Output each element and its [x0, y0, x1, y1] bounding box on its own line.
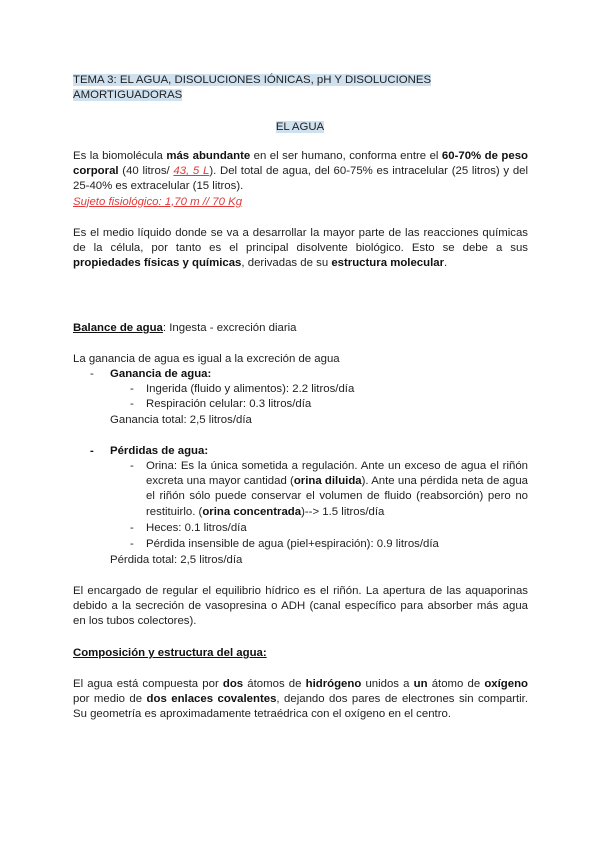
- kidney-paragraph: El encargado de regular el equilibrio hídrico es el riñón. La apertura de las aquaporinas debido a la secreción de vasopresina o ADH (canal específico para absorber más agua en los tubos colectores).: [73, 585, 528, 628]
- gain-total: Ganancia total: 2,5 litros/día: [110, 414, 252, 426]
- intro-text-5: (25 litros) y del 25-40% es extracelular (15 litros).: [73, 165, 529, 193]
- medium-bold-1: propiedades físicas y químicas: [73, 257, 242, 270]
- gain-dash: -: [90, 368, 94, 380]
- comp-text-6: , dejando dos pares de electrones sin compartir. Su geometría es aproximadamente tetraédrica con el oxígeno en el centro.: [73, 693, 528, 721]
- section-heading-text: EL AGUA: [275, 121, 325, 133]
- loss-item-dash: -: [130, 538, 134, 550]
- gain-item-dash: -: [130, 398, 134, 410]
- gain-item-1: Ingerida (fluido y alimentos): 2.2 litros/día: [146, 383, 355, 395]
- medium-text-2: , derivadas de su: [241, 257, 332, 270]
- intro-text-4: ). Del total de agua, del 60-75% es intracelular: [209, 165, 448, 178]
- balance-heading-text: Balance de agua: [73, 322, 163, 334]
- medium-paragraph: [73, 226, 528, 272]
- section-heading: [0, 120, 600, 135]
- loss-item-insensible: Pérdida insensible de agua (piel+espiración): 0.9 litros/día: [146, 538, 439, 550]
- intro-text-3: (40 litros/: [118, 165, 174, 178]
- intro-bold-1: más abundante: [166, 150, 251, 162]
- title-line-1: TEMA 3: EL AGUA, DISOLUCIONES IÓNICAS, pH Y DISOLUCIONES: [73, 74, 432, 86]
- balance-statement: La ganancia de agua es igual a la excreción de agua: [73, 353, 340, 365]
- gain-label: Ganancia de agua:: [110, 368, 212, 380]
- composition-heading: [73, 646, 267, 661]
- balance-heading: [73, 321, 297, 336]
- page-title: [73, 73, 473, 103]
- intro-paragraph: [73, 149, 528, 210]
- intro-bold-3: de peso corporal: [73, 150, 528, 178]
- orina-text-1: Orina: Es la única sometida a regulación. Ante un exceso de agua el riñón excreta una mayor cantidad (: [146, 460, 528, 488]
- comp-text-5: por medio de: [73, 693, 147, 706]
- comp-bold-5: dos enlaces covalentes: [146, 693, 277, 706]
- composition-paragraph: [73, 677, 528, 723]
- subject-note: Sujeto fisiológico: 1,70 m // 70 Kg: [73, 195, 243, 208]
- orina-text-3: )--> 1.5 litros/día: [301, 505, 385, 518]
- comp-bold-1: dos: [222, 678, 244, 690]
- comp-text-2: átomos de: [243, 678, 306, 690]
- comp-bold-2: hidrógeno: [305, 678, 362, 690]
- orina-text-2: ). Ante una pérdida neta de agua el riñón sólo puede conservar el volumen de fluido (reabsorción) pero no restituirlo. (: [146, 475, 528, 518]
- comp-text-4: átomo de: [427, 678, 485, 690]
- comp-bold-4: oxígeno: [484, 678, 528, 690]
- intro-bold-2: 60-70%: [441, 150, 482, 162]
- loss-orina: [146, 459, 528, 520]
- comp-bold-3: un: [413, 678, 428, 690]
- loss-dash: -: [90, 445, 94, 457]
- medium-text-3: .: [444, 257, 448, 270]
- loss-item-dash: -: [130, 522, 134, 534]
- intro-text-2: en el ser humano, conforma entre el: [250, 150, 442, 162]
- gain-item-2: Respiración celular: 0.3 litros/día: [146, 398, 312, 410]
- loss-total: Pérdida total: 2,5 litros/día: [110, 554, 243, 566]
- intro-red-value: 43, 5 L: [173, 165, 210, 178]
- orina-bold-2: orina concentrada: [202, 505, 302, 518]
- title-line-2: AMORTIGUADORAS: [73, 89, 183, 102]
- loss-item-heces: Heces: 0.1 litros/día: [146, 522, 247, 534]
- gain-item-dash: -: [130, 383, 134, 395]
- medium-bold-2: estructura molecular: [331, 257, 445, 270]
- comp-text-3: unidos a: [361, 678, 414, 690]
- orina-bold-1: orina diluida: [293, 475, 362, 488]
- balance-heading-rest: : Ingesta - excreción diaria: [162, 322, 297, 334]
- composition-heading-text: Composición y estructura del agua:: [73, 647, 267, 659]
- loss-label: Pérdidas de agua:: [110, 445, 209, 457]
- medium-text-1: Es el medio líquido donde se va a desarrollar la mayor parte de las reacciones químicas de la célula, por tanto es el principal disolvente biológico. Esto se debe a sus: [73, 227, 528, 255]
- intro-text-1: Es la biomolécula: [73, 150, 167, 162]
- comp-text-1: El agua está compuesta por: [73, 678, 223, 690]
- loss-item-dash: -: [130, 460, 134, 472]
